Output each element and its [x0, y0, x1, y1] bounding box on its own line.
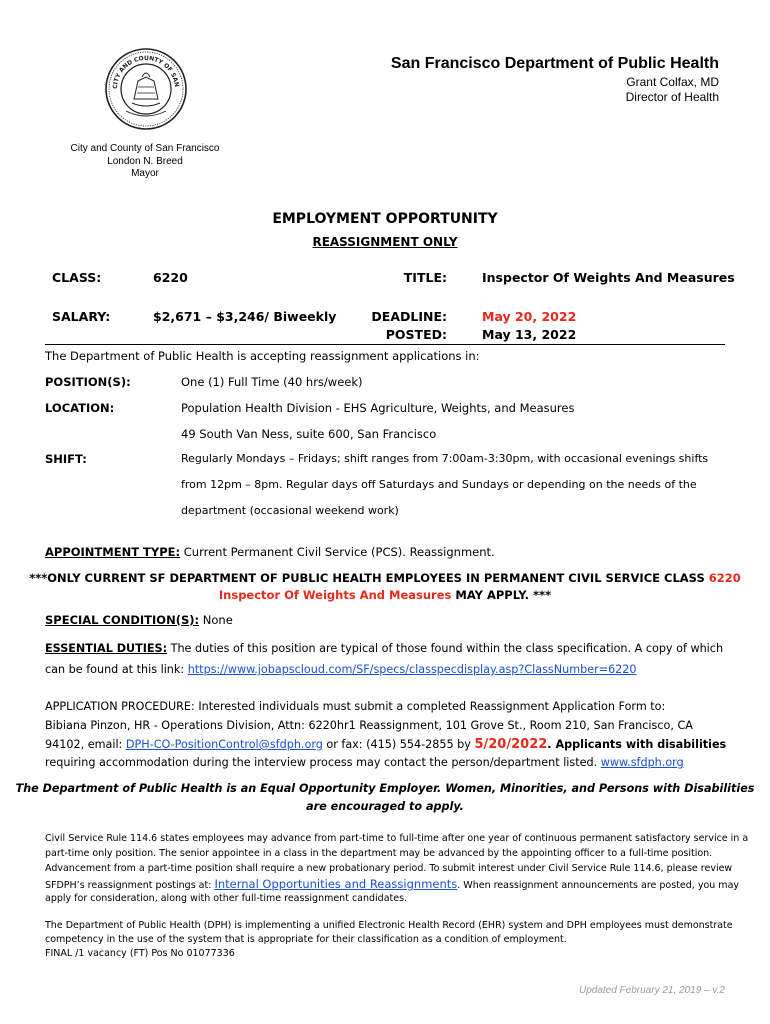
- shift-line2: from 12pm – 8pm. Regular days off Saturdays and Sundays or depending on the needs of the: [181, 478, 697, 491]
- email-link[interactable]: DPH-CO-PositionControl@sfdph.org: [125, 738, 323, 751]
- rule-line5: apply for consideration, along with other full-time reassignment candidates.: [45, 893, 408, 904]
- footer-version: Updated February 21, 2019 – v.2: [578, 985, 725, 996]
- mayor-title: Mayor: [131, 168, 159, 179]
- class-spec-link[interactable]: https://www.jobapscloud.com/SF/specs/classpecdisplay.asp?ClassNumber=6220: [187, 663, 637, 676]
- location-label: LOCATION:: [45, 401, 115, 415]
- shift-line1: Regularly Mondays – Fridays; shift ranges from 7:00am-3:30pm, with occasional evenings shifts: [181, 452, 709, 465]
- eeo-line2: are encouraged to apply.: [306, 800, 464, 813]
- internal-opportunities-link[interactable]: Internal Opportunities and Reassignments: [214, 877, 458, 891]
- rule-line1: Civil Service Rule 114.6 states employees may advance from part-time to full-time after one year of continuous permanent satisfactory service in a: [45, 833, 749, 844]
- duties-label: ESSENTIAL DUTIES:: [45, 642, 168, 655]
- special-label: SPECIAL CONDITION(S):: [45, 613, 200, 627]
- ehr-line1: The Department of Public Health (DPH) is implementing a unified Electronic Health Record (EHR) system and DPH employees must demonstrate: [45, 920, 733, 931]
- deadline-label: DEADLINE:: [371, 309, 447, 324]
- application-contact: requiring accommodation during the interview process may contact the person/department listed.: [45, 756, 601, 769]
- deadline-value: May 20, 2022: [482, 309, 577, 324]
- title-label: TITLE:: [403, 270, 447, 285]
- rule-announcements: . When reassignment announcements are posted, you may: [457, 880, 740, 891]
- eligibility-line2: [0, 588, 770, 602]
- ehr-line3: FINAL /1 vacancy (FT) Pos No 01077336: [45, 948, 235, 959]
- application-line2: Bibiana Pinzon, HR - Operations Division, Attn: 6220hr1 Reassignment, 101 Grove St., Room 210, San Francisco, CA: [45, 719, 693, 732]
- intro-text: The Department of Public Health is accepting reassignment applications in:: [45, 349, 480, 363]
- rule-postings: SFDPH’s reassignment postings at:: [45, 880, 215, 891]
- shift-line3: department (occasional weekend work): [181, 504, 399, 517]
- eligibility-tail: MAY APPLY. ***: [451, 588, 552, 602]
- appointment-value: Current Permanent Civil Service (PCS). Reassignment.: [180, 545, 495, 559]
- duties-line2: [45, 663, 637, 676]
- website-link[interactable]: www.sfdph.org: [600, 756, 684, 769]
- eligibility-text: ***ONLY CURRENT SF DEPARTMENT OF PUBLIC HEALTH EMPLOYEES IN PERMANENT CIVIL SERVICE CLASS: [29, 571, 709, 585]
- eligibility-class: 6220: [708, 571, 741, 585]
- shift-label: SHIFT:: [45, 452, 87, 466]
- special-conditions: [45, 613, 233, 627]
- title-value: Inspector Of Weights And Measures: [482, 270, 735, 285]
- page-title: EMPLOYMENT OPPORTUNITY: [272, 211, 498, 227]
- application-fax: or fax: (415) 554-2855 by: [322, 738, 475, 751]
- svg-text:CITY AND COUNTY OF SAN FRANCIS: [104, 47, 180, 89]
- class-value: 6220: [153, 270, 188, 285]
- posted-label: POSTED:: [385, 327, 447, 342]
- duties-line1: [45, 642, 723, 655]
- department-name: San Francisco Department of Public Health: [390, 55, 719, 72]
- position-label: POSITION(S):: [45, 375, 131, 389]
- application-deadline: 5/20/2022: [474, 737, 548, 752]
- application-line3: [45, 737, 726, 752]
- page-subtitle: REASSIGNMENT ONLY: [312, 235, 458, 249]
- director-name: Grant Colfax, MD: [626, 75, 719, 89]
- rule-line3: Advancement from a part-time position shall require a new probationary period. To submit interest under Civil Service Rule 114.6, please review: [45, 863, 733, 874]
- duties-text: The duties of this position are typical of those found within the class specification. A copy of which: [167, 642, 724, 655]
- appointment-type: [45, 545, 495, 559]
- application-line1: APPLICATION PROCEDURE: Interested individuals must submit a completed Reassignment Application Form to:: [45, 700, 666, 713]
- mayor-name: London N. Breed: [107, 156, 183, 167]
- eligibility-title: Inspector Of Weights And Measures: [218, 588, 452, 602]
- duties-text2: can be found at this link:: [45, 663, 188, 676]
- application-zip: 94102, email:: [45, 738, 126, 751]
- rule-line2: part-time only position. The senior appointee in a class in the department may be advanced by the appointing officer to a full-time position.: [45, 848, 713, 859]
- location-line2: 49 South Van Ness, suite 600, San Francisco: [181, 427, 437, 441]
- city-name: City and County of San Francisco: [70, 143, 220, 154]
- eeo-line1: The Department of Public Health is an Equal Opportunity Employer. Women, Minorities, and Persons with Disabilities: [15, 782, 755, 795]
- posted-value: May 13, 2022: [482, 327, 577, 342]
- application-disabilities: . Applicants with disabilities: [547, 738, 727, 751]
- appointment-label: APPOINTMENT TYPE:: [45, 545, 181, 559]
- seal-text: CITY AND COUNTY OF SAN: [111, 54, 181, 90]
- rule-line4: [45, 877, 739, 891]
- class-label: CLASS:: [52, 270, 102, 285]
- salary-value: $2,671 – $3,246/ Biweekly: [153, 309, 337, 324]
- ehr-line2: competency in the use of the system that is appropriate for their classification as a condition of employment.: [45, 934, 567, 945]
- salary-label: SALARY:: [52, 309, 111, 324]
- director-title: Director of Health: [625, 90, 719, 104]
- section-divider: [45, 344, 725, 345]
- city-seal-icon: [104, 47, 188, 131]
- eligibility-line1: [0, 571, 770, 585]
- application-line4: [45, 756, 684, 769]
- special-value: None: [199, 613, 233, 627]
- position-value: One (1) Full Time (40 hrs/week): [181, 375, 363, 389]
- location-line1: Population Health Division - EHS Agriculture, Weights, and Measures: [181, 401, 575, 415]
